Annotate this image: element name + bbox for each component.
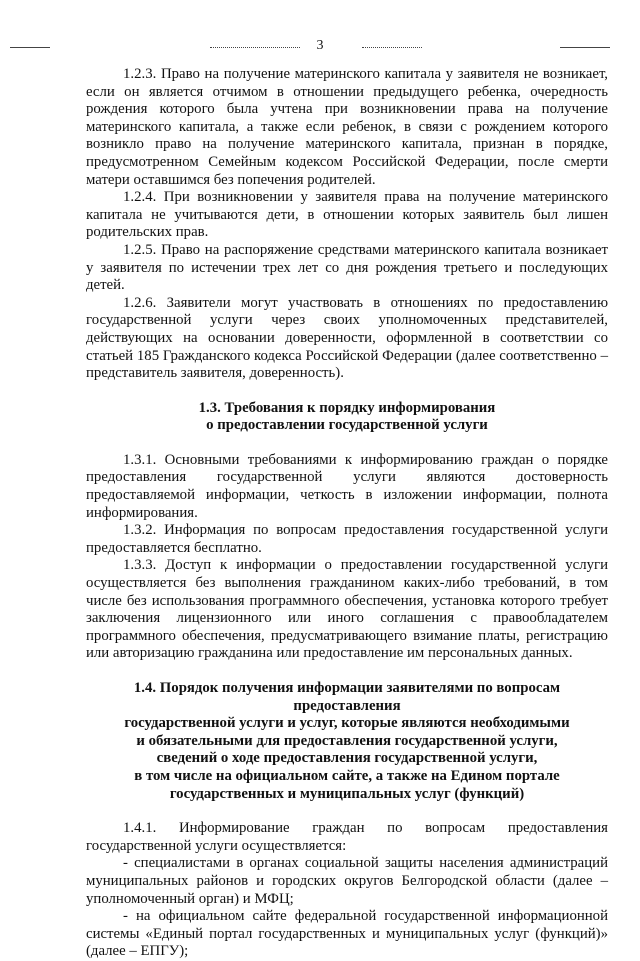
section-heading-1-4	[80, 680, 614, 803]
list-item-epgu: - на официальном сайте федеральной государственной информационной системы «Единый портал государственных и муниципальных услуг (функций)» (далее – ЕПГУ);	[86, 908, 608, 960]
heading-line: и обязательными для предоставления государственной услуги,	[136, 732, 558, 749]
paragraph-1-4-1: 1.4.1. Информирование граждан по вопросам предоставления государственной услуги осуществляется:	[86, 820, 608, 854]
paragraph-1-2-6: 1.2.6. Заявители могут участвовать в отношениях по предоставлению государственной услуги через своих уполномоченных представителей, действующих на основании доверенности, оформленной в соответствии со статьей 185 Гражданского кодекса Российской Федерации (далее соответственно – представитель заявителя, доверенность).	[86, 294, 608, 382]
document-body	[86, 66, 608, 961]
paragraph-1-2-3: 1.2.3. Право на получение материнского капитала у заявителя не возникает, если он является отчимом в отношении предыдущего ребенка, очередность рождения которого была учтена при возникновении права на получение материнского капитала, а также если ребенок, в связи с рождением которого возникло право на получение материнского капитала, признан в порядке, предусмотренном Семейным кодексом Российской Федерации, после смерти матери оставшимся без попечения родителей.	[86, 66, 608, 188]
heading-line: сведений о ходе предоставления государственной услуги,	[156, 750, 538, 767]
paragraph-1-3-1: 1.3.1. Основными требованиями к информированию граждан о порядке предоставления государственной услуги являются достоверность предоставляемой информации, четкость в изложении информации, полнота информирования.	[86, 451, 608, 521]
scan-artifact-line	[10, 47, 50, 48]
scan-artifact-line	[210, 47, 300, 48]
scan-artifact-line	[560, 47, 610, 48]
paragraph-1-2-5: 1.2.5. Право на распоряжение средствами материнского капитала возникает у заявителя по истечении трех лет со дня рождения третьего и последующих детей.	[86, 241, 608, 294]
heading-line: государственной услуги и услуг, которые являются необходимыми	[124, 715, 570, 732]
section-heading-1-3	[86, 400, 608, 435]
page-number	[0, 38, 640, 54]
paragraph-1-2-4: 1.2.4. При возникновении у заявителя права на получение материнского капитала не учитываются дети, в отношении которых заявитель был лишен родительских прав.	[86, 189, 608, 241]
heading-line: о предоставлении государственной услуги	[206, 417, 488, 434]
heading-line: 1.4. Порядок получения информации заявителями по вопросам предоставления	[133, 680, 561, 714]
paragraph-1-3-3: 1.3.3. Доступ к информации о предоставлении государственной услуги осуществляется без выполнения гражданином каких-либо требований, в том числе без использования программного обеспечения, установка которого требует заключения лицензионного или иного соглашения с правообладателем программного обеспечения, предусматривающего взимание платы, регистрацию или авторизацию гражданина или предоставление им персональных данных.	[86, 557, 608, 662]
heading-line: 1.3. Требования к порядку информирования	[198, 399, 496, 416]
list-item-specialists: - специалистами в органах социальной защиты населения администраций муниципальных районов и городских округов Белгородской области (далее – уполномоченный орган) и МФЦ;	[86, 855, 608, 907]
scan-artifact-line	[362, 47, 422, 48]
heading-line: в том числе на официальном сайте, а также на Едином портале	[134, 767, 560, 784]
heading-line: государственных и муниципальных услуг (функций)	[169, 785, 525, 802]
paragraph-1-3-2: 1.3.2. Информация по вопросам предоставления государственной услуги предоставляется бесплатно.	[86, 522, 608, 556]
page-number-value: 3	[316, 38, 324, 53]
